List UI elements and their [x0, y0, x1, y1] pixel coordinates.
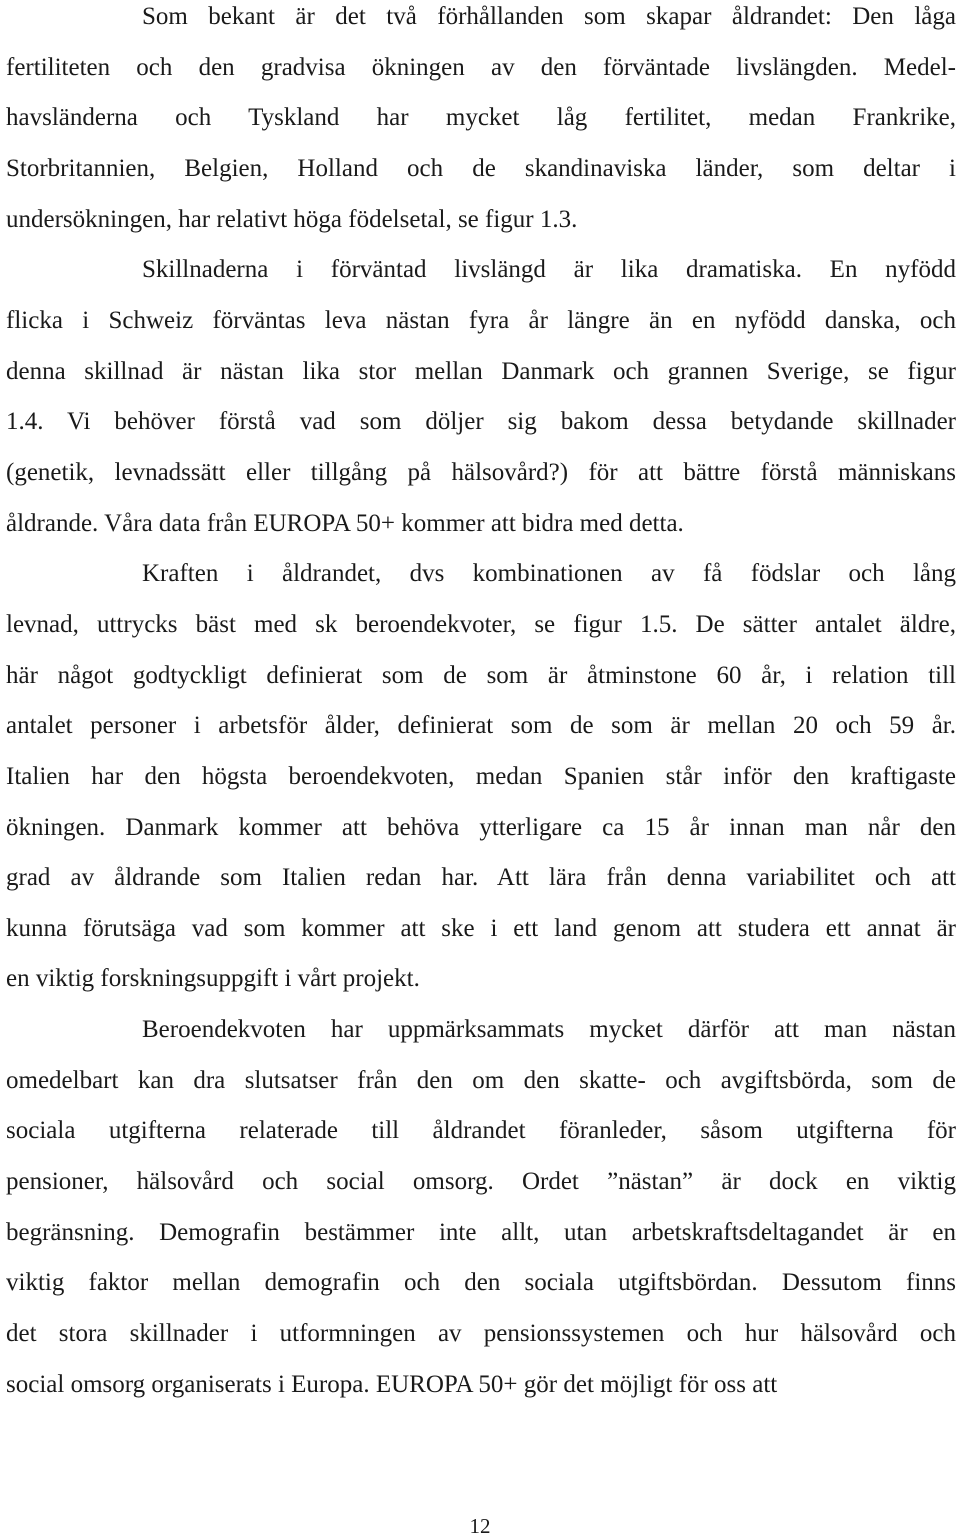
text-line: omedelbart kan dra slutsatser från den om den skatte- och avgiftsbörda, som de: [6, 1066, 956, 1094]
text-line: Storbritannien, Belgien, Holland och de skandinaviska länder, som deltar i: [6, 154, 956, 182]
text-line: grad av åldrande som Italien redan har. Att lära från denna variabilitet och att: [6, 864, 956, 892]
paragraph: [6, 1005, 956, 1410]
text-line: kunna förutsäga vad som kommer att ske i ett land genom att studera ett annat är: [6, 914, 956, 942]
text-line: åldrande. Våra data från EUROPA 50+ kommer att bidra med detta.: [6, 509, 684, 537]
paragraph: [6, 0, 956, 245]
paragraph: [6, 549, 956, 1005]
text-line: 1.4. Vi behöver förstå vad som döljer sig bakom dessa betydande skillnader: [6, 408, 956, 436]
text-line: en viktig forskningsuppgift i vårt projekt.: [6, 965, 420, 993]
page-number: 12: [469, 1514, 491, 1538]
text-line: social omsorg organiserats i Europa. EUROPA 50+ gör det möjligt för oss att: [6, 1370, 778, 1398]
text-line: undersökningen, har relativt höga födelsetal, se figur 1.3.: [6, 205, 578, 233]
body-text: [6, 0, 956, 1410]
text-line: Skillnaderna i förväntad livslängd är lika dramatiska. En nyfödd: [142, 256, 956, 284]
text-line: flicka i Schweiz förväntas leva nästan fyra år längre än en nyfödd danska, och: [6, 306, 956, 334]
text-line: Beroendekvoten har uppmärksammats mycket därför att man nästan: [142, 1016, 956, 1044]
text-line: havsländerna och Tyskland har mycket låg fertilitet, medan Frankrike,: [6, 104, 956, 132]
text-line: det stora skillnader i utformningen av pensionssystemen och hur hälsovård och: [6, 1320, 956, 1348]
text-line: här något godtyckligt definierat som de som är åtminstone 60 år, i relation till: [6, 661, 956, 689]
text-line: Italien har den högsta beroendekvoten, medan Spanien står inför den kraftigaste: [6, 762, 956, 790]
text-line: viktig faktor mellan demografin och den sociala utgiftsbördan. Dessutom finns: [6, 1269, 956, 1297]
text-line: sociala utgifterna relaterade till åldrandet föranleder, såsom utgifterna för: [6, 1117, 956, 1145]
text-line: fertiliteten och den gradvisa ökningen av den förväntade livslängden. Medel-: [6, 53, 956, 81]
paragraph: [6, 245, 956, 549]
text-line: denna skillnad är nästan lika stor mellan Danmark och grannen Sverige, se figur: [6, 357, 956, 385]
text-line: ökningen. Danmark kommer att behöva ytterligare ca 15 år innan man når den: [6, 813, 956, 841]
text-line: begränsning. Demografin bestämmer inte allt, utan arbetskraftsdeltagandet är en: [6, 1218, 956, 1246]
text-line: levnad, uttrycks bäst med sk beroendekvoter, se figur 1.5. De sätter antalet äldre,: [6, 610, 956, 638]
text-line: Kraften i åldrandet, dvs kombinationen av få födslar och lång: [142, 560, 956, 588]
text-line: pensioner, hälsovård och social omsorg. Ordet ”nästan” är dock en viktig: [6, 1168, 956, 1196]
text-line: (genetik, levnadssätt eller tillgång på hälsovård?) för att bättre förstå människans: [6, 458, 956, 486]
text-line: Som bekant är det två förhållanden som skapar åldrandet: Den låga: [142, 3, 956, 30]
text-line: antalet personer i arbetsför ålder, definierat som de som är mellan 20 och 59 år.: [6, 712, 956, 740]
